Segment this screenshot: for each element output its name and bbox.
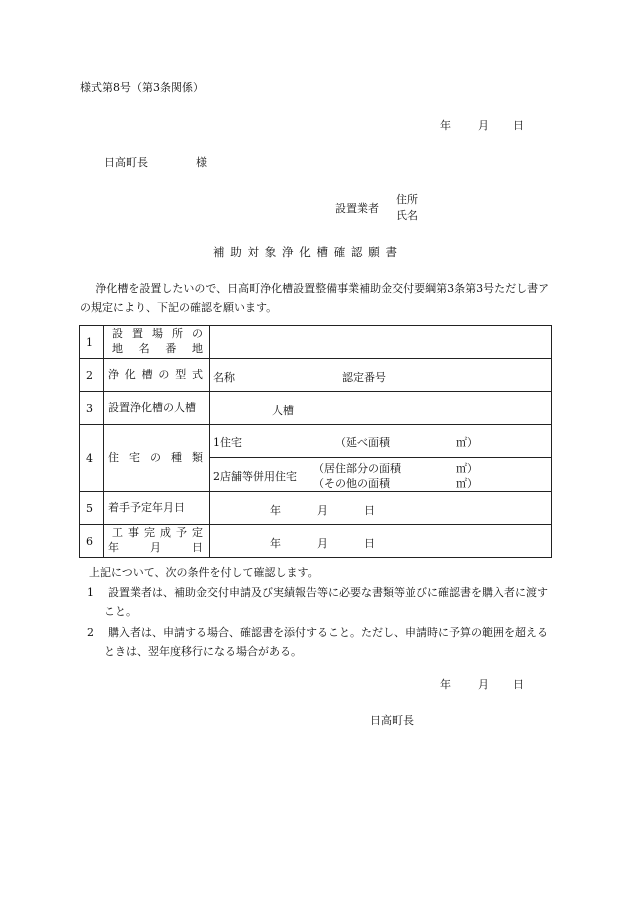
capacity-unit: 人槽 <box>272 404 294 417</box>
label-tank-model: 浄 化 槽 の 型 式 <box>108 367 203 381</box>
label-capacity: 設置浄化槽の人槽 <box>108 400 196 414</box>
option-mixed-label: 2店舗等併用住宅 <box>213 470 297 483</box>
form-id: 様式第8号（第3条関係） <box>80 81 204 94</box>
certification-number-label: 認定番号 <box>342 371 386 384</box>
addressee-name: 日高町長 <box>104 156 148 169</box>
intro-paragraph: 浄化槽を設置したいので、日高町浄化槽設置整備事業補助金交付要綱第3条第3号ただし書アの規定により、下記の確認を願います。 <box>80 282 550 314</box>
row-number: 3 <box>80 392 104 425</box>
label-location-line2: 地 名 番 地 <box>112 342 203 355</box>
residential-area-unit: ㎡） <box>456 462 478 475</box>
total-floor-area-unit: ㎡） <box>456 436 478 449</box>
start-date-cell[interactable] <box>210 492 552 525</box>
condition-text: 設置業者は、補助金交付申請及び実績報告等に必要な書類等並びに確認書を購入者に渡すこと。 <box>104 586 548 618</box>
completion-date-cell[interactable] <box>210 525 552 558</box>
label-housing-type: 住 宅 の 種 類 <box>108 450 203 464</box>
housing-option-mixed[interactable] <box>210 458 552 492</box>
table-row <box>80 392 552 425</box>
table-row <box>80 359 552 392</box>
applicant-address-label: 住所 <box>396 193 418 206</box>
confirm-statement: 上記について、次の条件を付して確認します。 <box>89 566 319 579</box>
housing-option-residence[interactable] <box>210 425 552 458</box>
residential-area-label: （居住部分の面積 <box>313 462 401 475</box>
row-number: 4 <box>80 425 104 492</box>
model-name-label: 名称 <box>213 371 235 384</box>
issue-date-year: 年 <box>440 678 451 691</box>
label-location-line1: 設 置 場 所 の <box>112 327 203 341</box>
condition-number: 1 <box>87 586 94 599</box>
start-day: 日 <box>364 504 375 517</box>
applicant-name-label: 氏名 <box>396 209 418 222</box>
date-day: 日 <box>513 119 524 132</box>
location-value-cell[interactable] <box>210 326 552 359</box>
completion-month: 月 <box>317 537 328 550</box>
addressee-honorific: 様 <box>196 156 207 169</box>
row-number: 2 <box>80 359 104 392</box>
other-area-unit: ㎡） <box>456 477 478 490</box>
condition-number: 2 <box>87 626 94 639</box>
tank-model-cell[interactable] <box>210 359 552 392</box>
label-completion-line2: 年 月 日 <box>108 541 203 554</box>
table-row <box>80 326 552 359</box>
row-number: 1 <box>80 326 104 359</box>
details-table <box>79 325 552 558</box>
label-start-date: 着手予定年月日 <box>108 500 185 514</box>
start-month: 月 <box>317 504 328 517</box>
start-year: 年 <box>270 504 281 517</box>
date-month: 月 <box>478 119 489 132</box>
issue-date-day: 日 <box>513 678 524 691</box>
issue-date-month: 月 <box>478 678 489 691</box>
completion-year: 年 <box>270 537 281 550</box>
table-row <box>80 492 552 525</box>
table-row <box>80 425 552 458</box>
row-number: 6 <box>80 525 104 558</box>
document-title: 補助対象浄化槽確認願書 <box>213 245 403 259</box>
date-year: 年 <box>440 119 451 132</box>
table-row <box>80 525 552 558</box>
option-residence-label: 1住宅 <box>213 436 242 449</box>
capacity-cell[interactable] <box>210 392 552 425</box>
condition-text: 購入者は、申請する場合、確認書を添付すること。ただし、申請時に予算の範囲を超えるときは、翌年度移行になる場合がある。 <box>104 626 548 658</box>
applicant-role: 設置業者 <box>335 202 379 215</box>
issuer-name: 日高町長 <box>370 714 414 727</box>
total-floor-area-label: （延べ面積 <box>335 436 390 449</box>
label-completion-line1: 工 事 完 成 予 定 <box>112 526 203 540</box>
row-number: 5 <box>80 492 104 525</box>
other-area-label: （その他の面積 <box>313 477 390 490</box>
completion-day: 日 <box>364 537 375 550</box>
